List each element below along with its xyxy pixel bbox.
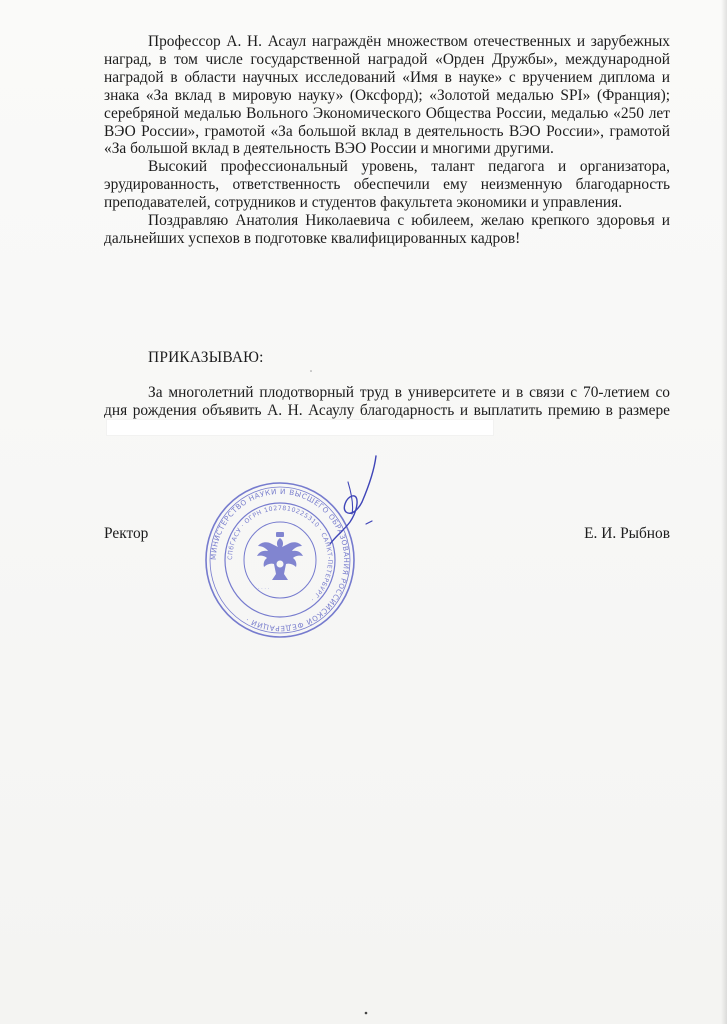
redacted-amount <box>107 420 493 435</box>
paragraph-qualities: Высокий профессиональный уровень, талант педагога и организатора, эрудированность, ответственность обеспечили ему неизменную благодарность преподавателей, сотрудников и студентов факультета экономики и управления. <box>104 158 670 212</box>
svg-text:МИНИСТЕРСТВО НАУКИ И ВЫСШЕГО О: МИНИСТЕРСТВО НАУКИ И ВЫСШЕГО ОБРАЗОВАНИЯ РОССИЙСКОЙ ФЕДЕРАЦИИ · <box>208 486 352 634</box>
svg-text:· · · ·: · · · · <box>258 586 270 592</box>
signatory-name: Е. И. Рыбнов <box>584 525 670 542</box>
paragraph-congratulations: Поздравляю Анатолия Николаевича с юбилеем, желаю крепкого здоровья и дальнейших успехов в подготовке квалифицированных кадров! <box>104 212 670 247</box>
order-section <box>104 384 670 438</box>
svg-text:СПбГАСУ · ОГРН 1027810225310 ·: СПбГАСУ · ОГРН 1027810225310 · САНКТ-ПЕТЕРБУРГ · <box>226 504 334 603</box>
rector-signature-icon <box>318 452 388 552</box>
order-paragraph <box>104 384 670 438</box>
signatory-position: Ректор <box>104 525 149 542</box>
paragraph-awards: Профессор А. Н. Асаул награждён множеством отечественных и зарубежных наград, в том числе государственной наградой «Орден Дружбы», международной наградой в области научных исследований «Имя в науке» с вручением диплома и знака «За вклад в мировую науку» (Оксфорд); «Золотой медалью SPI» (Франция); серебряной медалью Вольного Экономического Общества России, медалью «250 лет ВЭО России», грамотой «За большой вклад в деятельность ВЭО России», грамотой «За большой вклад в деятельность ВЭО России и многими другими. <box>104 33 670 158</box>
order-text: За многолетний плодотворный труд в университете и в связи с 70-летием со дня рождения объявить А. Н. Асаулу благодарность и выплатить премию в размере <box>104 384 670 419</box>
page-edge-shadow <box>721 0 727 1024</box>
document-body <box>104 33 670 248</box>
order-heading: ПРИКАЗЫВАЮ: <box>148 349 264 366</box>
